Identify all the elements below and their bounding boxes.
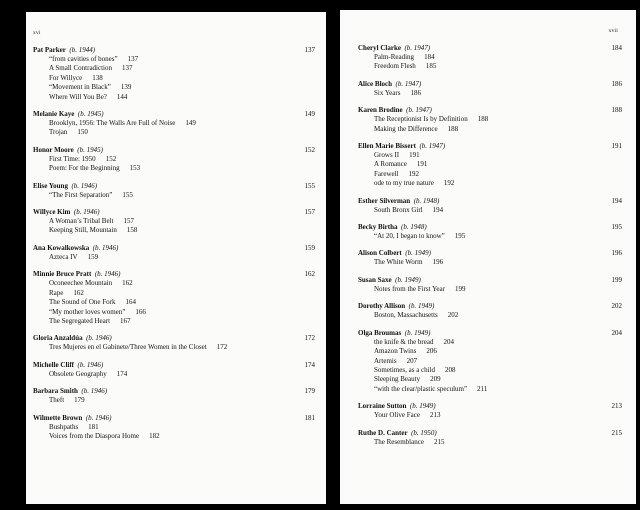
poem-title: Sometimes, as a child <box>374 365 436 374</box>
poem-page-number: 191 <box>416 160 428 169</box>
author-name: Pat Parker <box>33 46 66 54</box>
author-page-number: 172 <box>304 334 315 343</box>
poem-page-number: 153 <box>129 164 141 173</box>
right-page <box>340 10 636 504</box>
poem-line <box>33 93 315 102</box>
poem-page-number: 182 <box>149 431 160 440</box>
poem-title: “from cavities of bones” <box>49 55 118 63</box>
poem-line <box>33 164 315 173</box>
toc-entry <box>358 301 622 320</box>
left-page <box>26 12 326 504</box>
poem-line <box>358 89 622 98</box>
author-heading <box>33 333 112 343</box>
author-name: Olga Broumas <box>358 328 402 337</box>
poem-line <box>33 74 315 83</box>
poem-line <box>358 357 622 366</box>
author-name: Esther Silverman <box>358 196 411 205</box>
poem-page-number: 164 <box>125 298 136 307</box>
poem-page-number: 152 <box>105 154 117 163</box>
poem-page-number: 186 <box>410 88 421 97</box>
poem-title: The White Worm <box>374 258 423 267</box>
author-heading <box>358 275 421 285</box>
author-dates: (b. 1945) <box>77 110 104 119</box>
author-line <box>33 145 315 155</box>
author-name: Karen Brodine <box>358 106 403 115</box>
poem-page-number: 199 <box>454 284 466 293</box>
author-heading <box>358 43 430 53</box>
author-line <box>33 360 315 370</box>
author-page-number: 199 <box>611 275 622 284</box>
poem-title: Six Years <box>374 88 401 97</box>
poem-line <box>358 170 622 179</box>
author-heading <box>33 45 95 55</box>
author-line <box>33 386 315 396</box>
author-page-number: 195 <box>611 223 622 232</box>
author-page-number: 152 <box>304 145 315 154</box>
author-heading <box>358 79 421 89</box>
author-line <box>33 109 315 119</box>
poem-line <box>33 55 315 64</box>
author-name: Wilmette Brown <box>33 413 83 422</box>
poem-page-number: 191 <box>409 151 420 160</box>
poem-page-number: 209 <box>430 375 441 384</box>
author-line <box>33 181 315 191</box>
author-page-number: 181 <box>304 413 315 422</box>
poem-line <box>358 375 622 384</box>
poem-line <box>33 396 315 405</box>
author-line <box>358 328 622 338</box>
poem-page-number: 207 <box>406 356 418 365</box>
poem-title: Farewell <box>374 169 399 178</box>
poem-page-number: 172 <box>216 343 228 352</box>
author-name: Minnie Bruce Pratt <box>33 270 92 279</box>
author-line <box>33 45 315 55</box>
author-line <box>358 222 622 232</box>
author-heading <box>358 196 439 206</box>
author-heading <box>358 428 437 438</box>
toc-entry <box>358 275 622 294</box>
author-page-number: 215 <box>611 428 622 437</box>
author-page-number: 196 <box>611 249 622 258</box>
poem-page-number: 162 <box>122 279 133 288</box>
poem-page-number: 139 <box>120 83 132 92</box>
toc-entry <box>358 79 622 98</box>
poem-line <box>33 64 315 73</box>
poem-title: “with the clear/plastic speculum” <box>374 384 468 393</box>
author-dates: (b. 1947) <box>404 44 431 52</box>
author-line <box>33 333 315 343</box>
author-page-number: 194 <box>611 196 622 205</box>
poem-page-number: 167 <box>120 316 131 325</box>
entry-list <box>358 43 622 454</box>
author-page-number: 137 <box>304 46 315 54</box>
toc-entry <box>358 43 622 72</box>
poem-title: ode to my true nature <box>374 179 434 188</box>
author-name: Elise Young <box>33 181 68 190</box>
poem-page-number: 166 <box>135 307 146 316</box>
poem-line <box>358 232 622 241</box>
poem-line <box>33 155 315 164</box>
author-name: Ellen Marie Bissert <box>358 142 416 151</box>
author-dates: (b. 1948) <box>400 223 427 232</box>
poem-line <box>33 370 315 379</box>
toc-entry <box>33 386 315 405</box>
author-dates: (b. 1945) <box>77 145 103 154</box>
toc-entry <box>33 413 315 442</box>
author-heading <box>358 222 427 232</box>
author-page-number: 191 <box>611 142 622 151</box>
poem-title: The Segregated Heart <box>49 316 111 325</box>
author-dates: (b. 1944) <box>69 46 96 54</box>
author-name: Susan Saxe <box>358 275 392 284</box>
author-dates: (b. 1949) <box>404 328 431 337</box>
poem-line <box>33 83 315 92</box>
poem-page-number: 195 <box>454 232 466 241</box>
poem-title: Tres Mujeres en el Gabinete/Three Women in the Closet <box>49 343 207 352</box>
author-page-number: 179 <box>304 387 315 396</box>
poem-line <box>358 160 622 169</box>
author-dates: (b. 1949) <box>395 275 421 284</box>
poem-page-number: 192 <box>443 179 455 188</box>
author-heading <box>33 413 112 423</box>
author-page-number: 155 <box>304 181 315 190</box>
poem-page-number: 149 <box>185 119 196 128</box>
author-line <box>358 105 622 115</box>
author-heading <box>33 243 118 253</box>
poem-title: Where Will You Be? <box>49 92 107 101</box>
author-page-number: 188 <box>611 106 622 115</box>
poem-title: Theft <box>49 396 65 405</box>
poem-page-number: 194 <box>432 205 444 214</box>
author-page-number: 213 <box>611 402 622 411</box>
poem-title: “At 20, I began to know” <box>374 232 445 241</box>
toc-entry <box>358 248 622 267</box>
poem-title: Making the Difference <box>374 124 438 133</box>
poem-page-number: 188 <box>477 115 489 124</box>
poem-title: A Small Contradiction <box>49 64 112 73</box>
author-name: Dorothy Allison <box>358 302 406 311</box>
poem-page-number: 211 <box>477 384 488 393</box>
author-heading <box>358 401 436 411</box>
poem-page-number: 196 <box>432 258 444 267</box>
page-folio: xvii <box>608 28 618 34</box>
author-page-number: 149 <box>304 110 315 119</box>
author-line <box>358 43 622 53</box>
poem-title: Brooklyn, 1956: The Walls Are Full of Noise <box>49 119 176 128</box>
poem-line <box>358 258 622 267</box>
author-heading <box>33 109 104 119</box>
toc-entry <box>358 105 622 134</box>
author-heading <box>358 328 430 338</box>
poem-page-number: 158 <box>126 226 138 235</box>
poem-title: Rape <box>49 288 64 297</box>
toc-entry <box>33 145 315 174</box>
poem-page-number: 157 <box>123 217 134 226</box>
author-page-number: 184 <box>611 44 622 52</box>
poem-page-number: 215 <box>433 437 445 446</box>
author-name: Willyce Kim <box>33 208 71 217</box>
poem-page-number: 150 <box>77 128 88 137</box>
poem-line <box>358 438 622 447</box>
author-heading <box>358 105 432 115</box>
author-page-number: 162 <box>304 270 315 279</box>
author-page-number: 174 <box>304 360 315 369</box>
poem-page-number: 184 <box>424 53 435 61</box>
author-dates: (b. 1946) <box>86 334 112 343</box>
poem-page-number: 174 <box>116 369 128 378</box>
poem-title: The Sound of One Fork <box>49 298 116 307</box>
poem-title: Poem: For the Beginning <box>49 164 120 173</box>
poem-title: Amazon Twins <box>374 347 417 356</box>
toc-entry <box>33 207 315 236</box>
poem-title: A Woman’s Tribal Belt <box>49 217 114 226</box>
author-dates: (b. 1946) <box>92 243 119 252</box>
author-line <box>358 275 622 285</box>
page-folio: xvi <box>33 30 41 36</box>
author-name: Becky Birtha <box>358 223 398 232</box>
poem-line <box>358 62 622 71</box>
author-line <box>358 301 622 311</box>
poem-line <box>358 179 622 188</box>
poem-title: A Romance <box>374 160 407 169</box>
poem-page-number: 185 <box>425 62 437 71</box>
poem-page-number: 206 <box>426 347 437 356</box>
poem-line <box>33 423 315 432</box>
poem-title: Sleeping Beauty <box>374 375 421 384</box>
author-heading <box>33 360 103 370</box>
poem-title: The Resemblance <box>374 437 424 446</box>
poem-title: the knife & the bread <box>374 337 434 346</box>
author-name: Honor Moore <box>33 145 74 154</box>
entry-list <box>33 45 315 448</box>
author-heading <box>33 181 97 191</box>
author-name: Melanie Kaye <box>33 110 75 119</box>
author-page-number: 204 <box>611 328 622 337</box>
toc-entry <box>33 45 315 102</box>
author-page-number: 157 <box>304 208 315 217</box>
author-dates: (b. 1947) <box>395 79 422 88</box>
poem-line <box>358 206 622 215</box>
author-dates: (b. 1946) <box>77 360 104 369</box>
poem-page-number: 137 <box>122 64 133 73</box>
author-name: Ruthe D. Canter <box>358 428 408 437</box>
author-dates: (b. 1947) <box>406 106 432 115</box>
author-dates: (b. 1949) <box>409 402 436 411</box>
poem-title: Keeping Still, Mountain <box>49 226 117 235</box>
toc-entry <box>358 328 622 394</box>
author-dates: (b. 1948) <box>413 196 440 205</box>
author-line <box>358 248 622 258</box>
poem-page-number: 155 <box>122 190 133 199</box>
author-line <box>33 413 315 423</box>
poem-line <box>33 128 315 137</box>
author-page-number: 202 <box>611 302 622 311</box>
author-heading <box>33 386 107 396</box>
poem-page-number: 202 <box>447 311 459 320</box>
toc-entry <box>358 196 622 215</box>
poem-line <box>33 279 315 288</box>
poem-title: Artemis <box>374 356 397 365</box>
poem-title: “My mother loves women” <box>49 307 126 316</box>
poem-line <box>358 366 622 375</box>
poem-line <box>33 298 315 307</box>
author-heading <box>33 207 100 217</box>
poem-line <box>33 253 315 262</box>
author-dates: (b. 1946) <box>94 270 121 279</box>
poem-line <box>358 151 622 160</box>
author-name: Lorraine Sutton <box>358 402 407 411</box>
author-name: Ana Kowalkowska <box>33 243 90 252</box>
toc-entry <box>358 401 622 420</box>
poem-title: “The First Separation” <box>49 190 113 199</box>
poem-page-number: 208 <box>445 365 456 374</box>
poem-line <box>33 226 315 235</box>
author-page-number: 159 <box>304 243 315 252</box>
author-dates: (b. 1949) <box>405 249 431 258</box>
author-page-number: 186 <box>611 79 622 88</box>
poem-page-number: 204 <box>443 337 454 346</box>
poem-line <box>358 125 622 134</box>
poem-title: The Receptionist Is by Definition <box>374 115 468 124</box>
poem-page-number: 162 <box>73 288 84 297</box>
author-line <box>358 196 622 206</box>
toc-entry <box>33 181 315 200</box>
poem-page-number: 188 <box>447 124 459 133</box>
author-line <box>33 243 315 253</box>
author-dates: (b. 1946) <box>71 181 98 190</box>
author-name: Gloria Anzaldúa <box>33 334 83 343</box>
author-name: Cheryl Clarke <box>358 44 401 52</box>
poem-page-number: 181 <box>88 422 99 431</box>
poem-page-number: 137 <box>127 55 139 63</box>
poem-title: Your Olive Face <box>374 411 420 420</box>
author-line <box>358 141 622 151</box>
poem-line <box>33 317 315 326</box>
author-heading <box>358 301 434 311</box>
poem-title: Notes from the First Year <box>374 284 445 293</box>
poem-line <box>358 311 622 320</box>
toc-entry <box>33 333 315 352</box>
poem-title: Trojan <box>49 128 68 137</box>
poem-title: South Bronx Girl <box>374 205 423 214</box>
poem-page-number: 179 <box>74 396 85 405</box>
poem-line <box>358 385 622 394</box>
poem-title: Bushpaths <box>49 422 79 431</box>
author-dates: (b. 1950) <box>411 428 437 437</box>
author-line <box>358 401 622 411</box>
toc-entry <box>358 222 622 241</box>
author-dates: (b. 1946) <box>73 208 100 217</box>
poem-page-number: 192 <box>408 169 419 178</box>
poem-title: Voices from the Diaspora Home <box>49 431 140 440</box>
author-line <box>358 79 622 89</box>
author-heading <box>358 248 431 258</box>
poem-title: Boston, Massachusetts <box>374 311 438 320</box>
poem-title: For Willyce <box>49 73 83 82</box>
poem-line <box>33 343 315 352</box>
poem-page-number: 159 <box>87 252 99 261</box>
author-line <box>33 269 315 279</box>
author-heading <box>33 269 121 279</box>
poem-line <box>33 289 315 298</box>
toc-entry <box>358 428 622 447</box>
poem-title: Obsolete Geography <box>49 369 107 378</box>
poem-line <box>33 119 315 128</box>
toc-entry <box>33 269 315 326</box>
poem-page-number: 138 <box>92 73 103 82</box>
poem-title: First Time: 1950 <box>49 154 96 163</box>
author-heading <box>33 145 103 155</box>
toc-entry <box>33 109 315 138</box>
poem-page-number: 144 <box>116 92 128 101</box>
poem-title: Azteca IV <box>49 252 78 261</box>
poem-line <box>33 308 315 317</box>
author-dates: (b. 1946) <box>81 387 108 396</box>
poem-line <box>358 115 622 124</box>
author-dates: (b. 1947) <box>419 142 446 151</box>
poem-line <box>358 285 622 294</box>
poem-title: Grows II <box>374 151 400 160</box>
poem-title: Oconeechee Mountain <box>49 279 113 288</box>
author-name: Alice Bloch <box>358 79 393 88</box>
poem-title: Palm-Reading <box>374 53 415 61</box>
poem-title: “Movement in Black” <box>49 83 111 92</box>
poem-line <box>358 411 622 420</box>
author-name: Alison Colbert <box>358 249 402 258</box>
author-name: Barbara Smith <box>33 387 78 396</box>
toc-entry <box>358 141 622 189</box>
poem-line <box>358 53 622 62</box>
poem-title: Freedom Flesh <box>374 62 416 71</box>
author-dates: (b. 1949) <box>408 302 435 311</box>
author-dates: (b. 1946) <box>85 413 112 422</box>
poem-line <box>358 347 622 356</box>
toc-entry <box>33 360 315 379</box>
poem-line <box>33 191 315 200</box>
poem-page-number: 213 <box>429 411 441 420</box>
author-line <box>358 428 622 438</box>
poem-line <box>33 217 315 226</box>
toc-entry <box>33 243 315 262</box>
poem-line <box>33 432 315 441</box>
author-name: Michelle Cliff <box>33 360 75 369</box>
author-heading <box>358 141 445 151</box>
poem-line <box>358 338 622 347</box>
author-line <box>33 207 315 217</box>
